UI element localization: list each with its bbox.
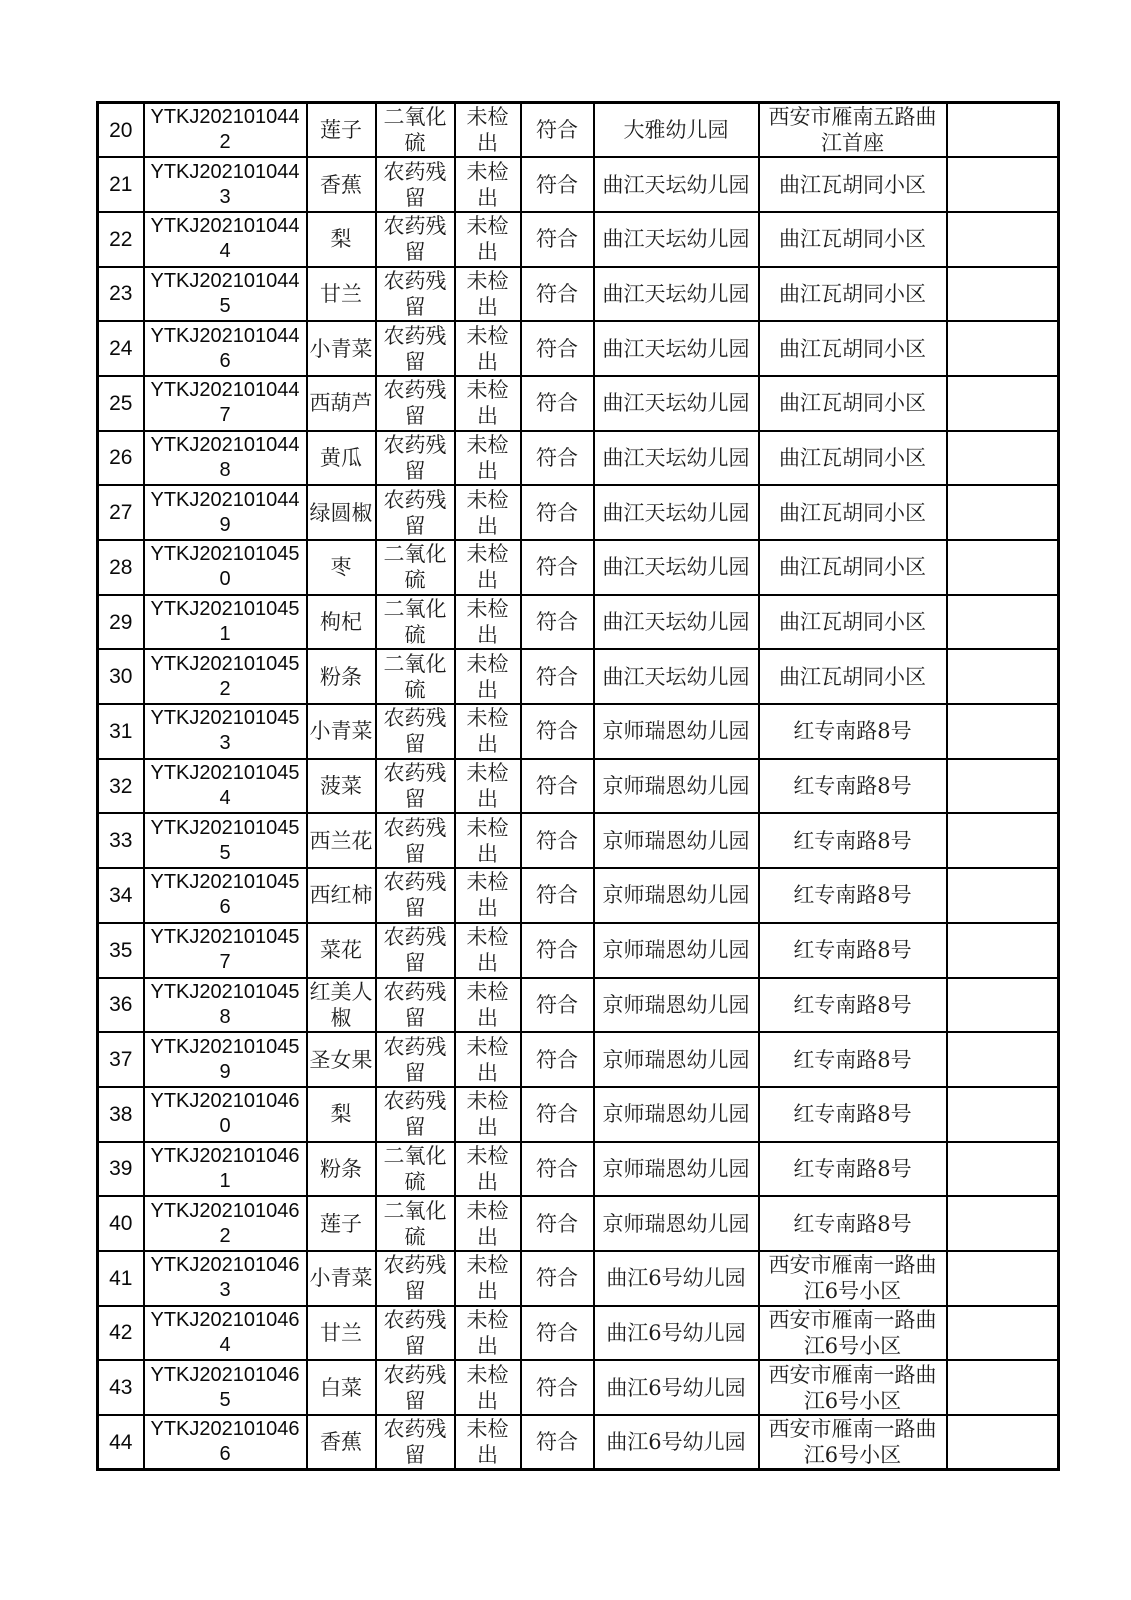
row-number-cell: 36: [98, 978, 144, 1033]
remark-cell: [947, 267, 1059, 322]
sampled-unit-cell: 曲江天坛幼儿园: [594, 540, 759, 595]
sample-id-cell: YTKJ2021010445: [144, 267, 307, 322]
test-item-cell: 农药残留: [376, 1251, 455, 1306]
remark-cell: [947, 1251, 1059, 1306]
unit-address-cell: 红专南路8号: [759, 978, 947, 1033]
test-item-cell: 农药残留: [376, 485, 455, 540]
test-result-cell: 未检出: [455, 267, 521, 322]
sample-id-cell: YTKJ2021010459: [144, 1032, 307, 1087]
conclusion-cell: 符合: [521, 595, 594, 650]
sample-name-cell: 西兰花: [307, 813, 376, 868]
sample-name-cell: 香蕉: [307, 157, 376, 212]
conclusion-cell: 符合: [521, 704, 594, 759]
test-result-cell: 未检出: [455, 431, 521, 486]
sample-id-cell: YTKJ2021010465: [144, 1360, 307, 1415]
row-number-cell: 28: [98, 540, 144, 595]
unit-address-cell: 曲江瓦胡同小区: [759, 431, 947, 486]
test-result-cell: 未检出: [455, 1196, 521, 1251]
table-row: [98, 321, 1059, 376]
row-number-cell: 42: [98, 1306, 144, 1361]
unit-address-cell: 曲江瓦胡同小区: [759, 649, 947, 704]
unit-address-cell: 西安市雁南一路曲江6号小区: [759, 1360, 947, 1415]
unit-address-cell: 红专南路8号: [759, 923, 947, 978]
remark-cell: [947, 1360, 1059, 1415]
row-number-cell: 30: [98, 649, 144, 704]
sampled-unit-cell: 京师瑞恩幼儿园: [594, 759, 759, 814]
row-number-cell: 23: [98, 267, 144, 322]
remark-cell: [947, 1087, 1059, 1142]
test-result-cell: 未检出: [455, 649, 521, 704]
sample-id-cell: YTKJ2021010464: [144, 1306, 307, 1361]
test-item-cell: 农药残留: [376, 321, 455, 376]
test-item-cell: 农药残留: [376, 868, 455, 923]
test-result-cell: 未检出: [455, 540, 521, 595]
conclusion-cell: 符合: [521, 540, 594, 595]
sample-id-cell: YTKJ2021010443: [144, 157, 307, 212]
sampled-unit-cell: 曲江天坛幼儿园: [594, 595, 759, 650]
table-row: [98, 267, 1059, 322]
sample-id-cell: YTKJ2021010454: [144, 759, 307, 814]
sampled-unit-cell: 京师瑞恩幼儿园: [594, 1087, 759, 1142]
sample-name-cell: 菠菜: [307, 759, 376, 814]
conclusion-cell: 符合: [521, 212, 594, 267]
unit-address-cell: 红专南路8号: [759, 1032, 947, 1087]
table-row: [98, 103, 1059, 158]
test-item-cell: 二氧化硫: [376, 103, 455, 158]
sample-name-cell: 西红柿: [307, 868, 376, 923]
unit-address-cell: 西安市雁南五路曲江首座: [759, 103, 947, 158]
sampled-unit-cell: 京师瑞恩幼儿园: [594, 1032, 759, 1087]
test-result-cell: 未检出: [455, 157, 521, 212]
sample-name-cell: 圣女果: [307, 1032, 376, 1087]
unit-address-cell: 曲江瓦胡同小区: [759, 540, 947, 595]
unit-address-cell: 红专南路8号: [759, 759, 947, 814]
test-result-cell: 未检出: [455, 1251, 521, 1306]
test-result-cell: 未检出: [455, 704, 521, 759]
remark-cell: [947, 1196, 1059, 1251]
remark-cell: [947, 1142, 1059, 1197]
remark-cell: [947, 923, 1059, 978]
row-number-cell: 37: [98, 1032, 144, 1087]
row-number-cell: 27: [98, 485, 144, 540]
table-row: [98, 868, 1059, 923]
test-result-cell: 未检出: [455, 485, 521, 540]
sampled-unit-cell: 京师瑞恩幼儿园: [594, 813, 759, 868]
sample-name-cell: 红美人椒: [307, 978, 376, 1033]
test-result-cell: 未检出: [455, 1087, 521, 1142]
conclusion-cell: 符合: [521, 1142, 594, 1197]
row-number-cell: 32: [98, 759, 144, 814]
table-row: [98, 1087, 1059, 1142]
row-number-cell: 24: [98, 321, 144, 376]
test-item-cell: 农药残留: [376, 212, 455, 267]
conclusion-cell: 符合: [521, 759, 594, 814]
conclusion-cell: 符合: [521, 649, 594, 704]
sampled-unit-cell: 曲江6号幼儿园: [594, 1306, 759, 1361]
test-result-cell: 未检出: [455, 595, 521, 650]
conclusion-cell: 符合: [521, 813, 594, 868]
row-number-cell: 38: [98, 1087, 144, 1142]
sample-name-cell: 甘兰: [307, 1306, 376, 1361]
conclusion-cell: 符合: [521, 485, 594, 540]
conclusion-cell: 符合: [521, 321, 594, 376]
conclusion-cell: 符合: [521, 431, 594, 486]
sampled-unit-cell: 曲江6号幼儿园: [594, 1415, 759, 1470]
row-number-cell: 26: [98, 431, 144, 486]
test-item-cell: 农药残留: [376, 267, 455, 322]
row-number-cell: 40: [98, 1196, 144, 1251]
unit-address-cell: 西安市雁南一路曲江6号小区: [759, 1415, 947, 1470]
sampled-unit-cell: 曲江天坛幼儿园: [594, 649, 759, 704]
row-number-cell: 20: [98, 103, 144, 158]
sampled-unit-cell: 京师瑞恩幼儿园: [594, 1196, 759, 1251]
table-row: [98, 1032, 1059, 1087]
sample-id-cell: YTKJ2021010453: [144, 704, 307, 759]
sample-id-cell: YTKJ2021010457: [144, 923, 307, 978]
sample-name-cell: 粉条: [307, 1142, 376, 1197]
remark-cell: [947, 321, 1059, 376]
remark-cell: [947, 813, 1059, 868]
conclusion-cell: 符合: [521, 376, 594, 431]
unit-address-cell: 红专南路8号: [759, 1142, 947, 1197]
sample-name-cell: 小青菜: [307, 321, 376, 376]
test-item-cell: 二氧化硫: [376, 540, 455, 595]
remark-cell: [947, 595, 1059, 650]
test-item-cell: 农药残留: [376, 1360, 455, 1415]
test-result-cell: 未检出: [455, 1032, 521, 1087]
table-row: [98, 923, 1059, 978]
unit-address-cell: 红专南路8号: [759, 868, 947, 923]
sample-id-cell: YTKJ2021010460: [144, 1087, 307, 1142]
sample-name-cell: 莲子: [307, 1196, 376, 1251]
sampled-unit-cell: 曲江天坛幼儿园: [594, 485, 759, 540]
table-row: [98, 649, 1059, 704]
sample-id-cell: YTKJ2021010462: [144, 1196, 307, 1251]
sample-id-cell: YTKJ2021010455: [144, 813, 307, 868]
test-item-cell: 二氧化硫: [376, 649, 455, 704]
unit-address-cell: 曲江瓦胡同小区: [759, 212, 947, 267]
unit-address-cell: 曲江瓦胡同小区: [759, 595, 947, 650]
conclusion-cell: 符合: [521, 157, 594, 212]
row-number-cell: 33: [98, 813, 144, 868]
test-result-cell: 未检出: [455, 376, 521, 431]
test-item-cell: 农药残留: [376, 1306, 455, 1361]
sample-id-cell: YTKJ2021010449: [144, 485, 307, 540]
remark-cell: [947, 376, 1059, 431]
test-result-cell: 未检出: [455, 1142, 521, 1197]
sample-name-cell: 香蕉: [307, 1415, 376, 1470]
test-item-cell: 二氧化硫: [376, 1196, 455, 1251]
test-result-cell: 未检出: [455, 1306, 521, 1361]
unit-address-cell: 红专南路8号: [759, 704, 947, 759]
test-item-cell: 农药残留: [376, 1415, 455, 1470]
test-item-cell: 农药残留: [376, 923, 455, 978]
sample-id-cell: YTKJ2021010452: [144, 649, 307, 704]
remark-cell: [947, 1032, 1059, 1087]
sampled-unit-cell: 曲江天坛幼儿园: [594, 157, 759, 212]
sample-name-cell: 甘兰: [307, 267, 376, 322]
sample-id-cell: YTKJ2021010463: [144, 1251, 307, 1306]
test-item-cell: 农药残留: [376, 978, 455, 1033]
sample-name-cell: 莲子: [307, 103, 376, 158]
remark-cell: [947, 1415, 1059, 1470]
table-row: [98, 1251, 1059, 1306]
unit-address-cell: 曲江瓦胡同小区: [759, 267, 947, 322]
sampling-results-table: [96, 101, 1060, 1471]
sample-name-cell: 黄瓜: [307, 431, 376, 486]
sampled-unit-cell: 京师瑞恩幼儿园: [594, 978, 759, 1033]
table-row: [98, 431, 1059, 486]
sample-id-cell: YTKJ2021010448: [144, 431, 307, 486]
test-result-cell: 未检出: [455, 321, 521, 376]
sample-id-cell: YTKJ2021010444: [144, 212, 307, 267]
test-result-cell: 未检出: [455, 923, 521, 978]
table-row: [98, 212, 1059, 267]
table-row: [98, 540, 1059, 595]
sample-id-cell: YTKJ2021010442: [144, 103, 307, 158]
sample-id-cell: YTKJ2021010450: [144, 540, 307, 595]
remark-cell: [947, 649, 1059, 704]
sample-id-cell: YTKJ2021010446: [144, 321, 307, 376]
sample-name-cell: 枣: [307, 540, 376, 595]
conclusion-cell: 符合: [521, 267, 594, 322]
sample-name-cell: 小青菜: [307, 1251, 376, 1306]
conclusion-cell: 符合: [521, 923, 594, 978]
test-item-cell: 农药残留: [376, 1032, 455, 1087]
conclusion-cell: 符合: [521, 1360, 594, 1415]
sample-id-cell: YTKJ2021010447: [144, 376, 307, 431]
unit-address-cell: 红专南路8号: [759, 813, 947, 868]
remark-cell: [947, 103, 1059, 158]
sample-name-cell: 粉条: [307, 649, 376, 704]
row-number-cell: 34: [98, 868, 144, 923]
remark-cell: [947, 759, 1059, 814]
row-number-cell: 41: [98, 1251, 144, 1306]
table-row: [98, 1142, 1059, 1197]
conclusion-cell: 符合: [521, 978, 594, 1033]
row-number-cell: 35: [98, 923, 144, 978]
sampled-unit-cell: 曲江6号幼儿园: [594, 1251, 759, 1306]
table-row: [98, 978, 1059, 1033]
table-row: [98, 1360, 1059, 1415]
sampled-unit-cell: 曲江天坛幼儿园: [594, 212, 759, 267]
conclusion-cell: 符合: [521, 1251, 594, 1306]
table-body: [98, 103, 1059, 1470]
sample-name-cell: 梨: [307, 212, 376, 267]
test-item-cell: 二氧化硫: [376, 1142, 455, 1197]
test-result-cell: 未检出: [455, 1415, 521, 1470]
sample-id-cell: YTKJ2021010451: [144, 595, 307, 650]
remark-cell: [947, 978, 1059, 1033]
row-number-cell: 22: [98, 212, 144, 267]
remark-cell: [947, 431, 1059, 486]
unit-address-cell: 曲江瓦胡同小区: [759, 157, 947, 212]
row-number-cell: 43: [98, 1360, 144, 1415]
table-row: [98, 813, 1059, 868]
unit-address-cell: 西安市雁南一路曲江6号小区: [759, 1306, 947, 1361]
conclusion-cell: 符合: [521, 1306, 594, 1361]
unit-address-cell: 曲江瓦胡同小区: [759, 321, 947, 376]
remark-cell: [947, 540, 1059, 595]
table-row: [98, 376, 1059, 431]
test-item-cell: 农药残留: [376, 1087, 455, 1142]
row-number-cell: 39: [98, 1142, 144, 1197]
test-result-cell: 未检出: [455, 813, 521, 868]
test-item-cell: 二氧化硫: [376, 595, 455, 650]
unit-address-cell: 红专南路8号: [759, 1196, 947, 1251]
sampled-unit-cell: 曲江天坛幼儿园: [594, 321, 759, 376]
table-row: [98, 595, 1059, 650]
row-number-cell: 25: [98, 376, 144, 431]
unit-address-cell: 西安市雁南一路曲江6号小区: [759, 1251, 947, 1306]
sample-name-cell: 西葫芦: [307, 376, 376, 431]
table-row: [98, 1415, 1059, 1470]
table-row: [98, 157, 1059, 212]
row-number-cell: 29: [98, 595, 144, 650]
sampled-unit-cell: 京师瑞恩幼儿园: [594, 868, 759, 923]
sampled-unit-cell: 京师瑞恩幼儿园: [594, 704, 759, 759]
sample-name-cell: 菜花: [307, 923, 376, 978]
remark-cell: [947, 704, 1059, 759]
sample-name-cell: 小青菜: [307, 704, 376, 759]
table-row: [98, 759, 1059, 814]
test-item-cell: 农药残留: [376, 376, 455, 431]
test-result-cell: 未检出: [455, 1360, 521, 1415]
test-item-cell: 农药残留: [376, 759, 455, 814]
conclusion-cell: 符合: [521, 1415, 594, 1470]
unit-address-cell: 红专南路8号: [759, 1087, 947, 1142]
table-row: [98, 704, 1059, 759]
table-row: [98, 485, 1059, 540]
test-item-cell: 农药残留: [376, 704, 455, 759]
sampled-unit-cell: 京师瑞恩幼儿园: [594, 923, 759, 978]
test-result-cell: 未检出: [455, 868, 521, 923]
sample-id-cell: YTKJ2021010466: [144, 1415, 307, 1470]
row-number-cell: 44: [98, 1415, 144, 1470]
remark-cell: [947, 485, 1059, 540]
unit-address-cell: 曲江瓦胡同小区: [759, 485, 947, 540]
test-result-cell: 未检出: [455, 978, 521, 1033]
table-row: [98, 1306, 1059, 1361]
sample-id-cell: YTKJ2021010456: [144, 868, 307, 923]
sample-id-cell: YTKJ2021010458: [144, 978, 307, 1033]
test-item-cell: 农药残留: [376, 431, 455, 486]
sampled-unit-cell: 曲江天坛幼儿园: [594, 376, 759, 431]
row-number-cell: 31: [98, 704, 144, 759]
table-row: [98, 1196, 1059, 1251]
conclusion-cell: 符合: [521, 103, 594, 158]
test-result-cell: 未检出: [455, 759, 521, 814]
sample-id-cell: YTKJ2021010461: [144, 1142, 307, 1197]
sampled-unit-cell: 曲江天坛幼儿园: [594, 431, 759, 486]
conclusion-cell: 符合: [521, 1196, 594, 1251]
sample-name-cell: 绿圆椒: [307, 485, 376, 540]
conclusion-cell: 符合: [521, 1087, 594, 1142]
conclusion-cell: 符合: [521, 868, 594, 923]
remark-cell: [947, 212, 1059, 267]
test-result-cell: 未检出: [455, 212, 521, 267]
test-item-cell: 农药残留: [376, 813, 455, 868]
unit-address-cell: 曲江瓦胡同小区: [759, 376, 947, 431]
sampled-unit-cell: 京师瑞恩幼儿园: [594, 1142, 759, 1197]
sample-name-cell: 枸杞: [307, 595, 376, 650]
sampled-unit-cell: 曲江天坛幼儿园: [594, 267, 759, 322]
sample-name-cell: 白菜: [307, 1360, 376, 1415]
remark-cell: [947, 157, 1059, 212]
remark-cell: [947, 1306, 1059, 1361]
test-item-cell: 农药残留: [376, 157, 455, 212]
sample-name-cell: 梨: [307, 1087, 376, 1142]
row-number-cell: 21: [98, 157, 144, 212]
remark-cell: [947, 868, 1059, 923]
sampled-unit-cell: 曲江6号幼儿园: [594, 1360, 759, 1415]
test-result-cell: 未检出: [455, 103, 521, 158]
sampled-unit-cell: 大雅幼儿园: [594, 103, 759, 158]
conclusion-cell: 符合: [521, 1032, 594, 1087]
